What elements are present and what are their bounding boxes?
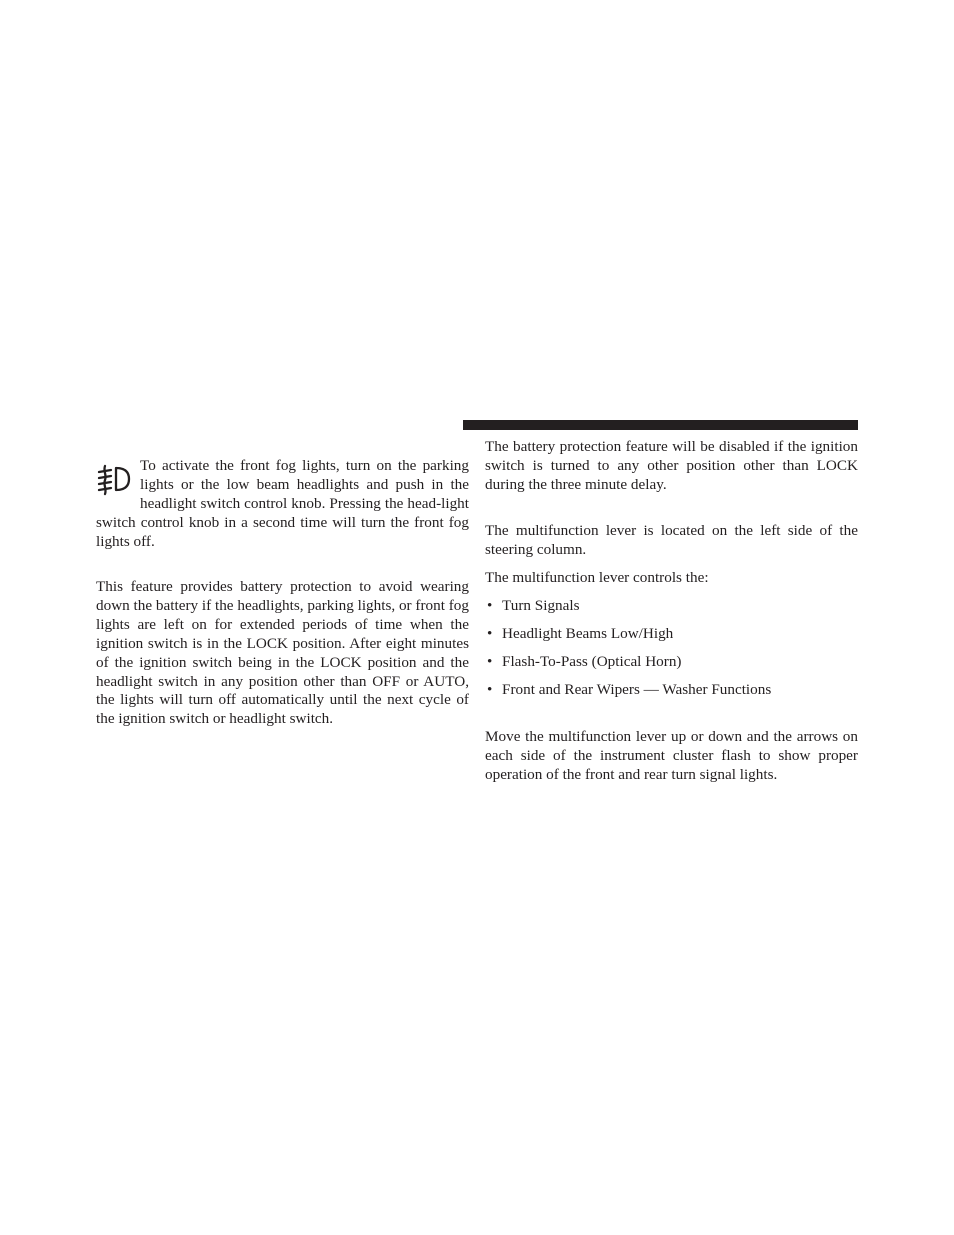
list-item: • Flash-To-Pass (Optical Horn) — [487, 653, 682, 670]
lever-location-paragraph: The multifunction lever is located on the left side of the steering column. — [485, 522, 858, 558]
bullet-icon: • — [487, 681, 493, 698]
list-item: • Turn Signals — [487, 597, 580, 614]
fog-lights-paragraph: To activate the front fog lights, turn on the parking lights or the low beam headlights and push in the headlight switch control knob. Pressing the head-light switch control knob in a second time will turn the front fog lights off. — [96, 457, 469, 550]
section-header-rule — [463, 420, 858, 430]
fog-lights-section — [96, 457, 469, 552]
turn-signals-paragraph: Move the multifunction lever up or down and the arrows on each side of the instrument cluster flash to show proper operation of the front and rear turn signal lights. — [485, 728, 858, 783]
list-item: • Headlight Beams Low/High — [487, 625, 674, 642]
bullet-icon: • — [487, 597, 493, 614]
front-fog-light-icon — [96, 461, 132, 499]
battery-protection-paragraph: This feature provides battery protection to avoid wearing down the battery if the headlights, parking lights, or front fog lights are left on for extended periods of time when the ignition switch is in the LOCK position. After eight minutes of the ignition switch being in the LOCK position and the headlight switch in any position other than OFF or AUTO, the lights will turn off automatically until the next cycle of the ignition switch or headlight switch. — [96, 578, 469, 728]
lever-controls-intro: The multifunction lever controls the: — [485, 569, 709, 586]
list-item: • Front and Rear Wipers — Washer Functions — [487, 681, 772, 698]
bullet-icon: • — [487, 653, 493, 670]
battery-disabled-paragraph: The battery protection feature will be disabled if the ignition switch is turned to any other position other than LOCK during the three minute delay. — [485, 438, 858, 493]
bullet-icon: • — [487, 625, 493, 642]
